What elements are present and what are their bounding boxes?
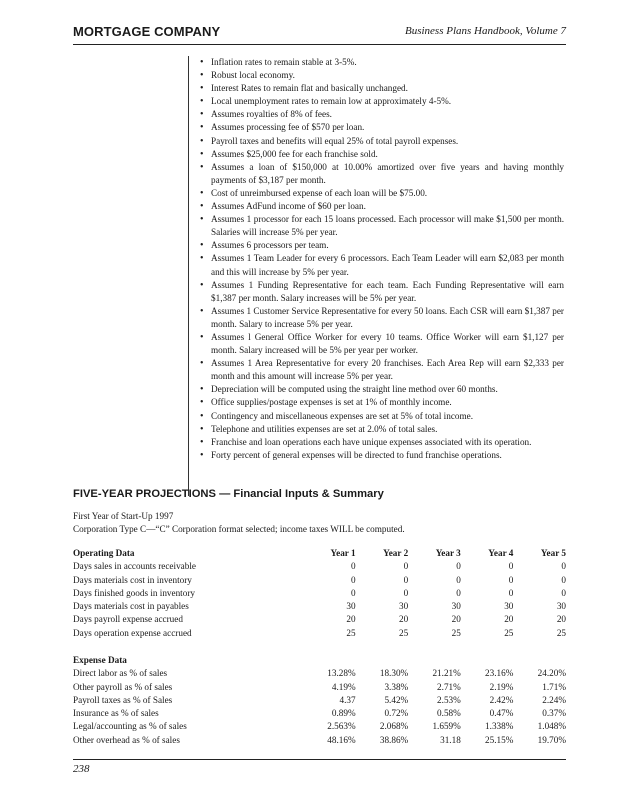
year-column-header: Year 2 bbox=[383, 548, 409, 558]
row-value: 0 bbox=[561, 561, 566, 572]
table-row bbox=[73, 667, 566, 680]
row-value: 0 bbox=[403, 574, 409, 585]
empty-cell bbox=[513, 654, 566, 667]
row-value: 30 bbox=[399, 601, 409, 612]
assumption-item: • Contingency and miscellaneous expenses are set at 5% of total income. bbox=[197, 410, 564, 423]
assumption-item: • Robust local economy. bbox=[197, 69, 564, 82]
row-value: 48.16% bbox=[327, 734, 356, 745]
operating-header-row bbox=[73, 547, 566, 560]
header-company-title: MORTGAGE COMPANY bbox=[73, 24, 221, 39]
row-value: 1.659% bbox=[432, 721, 461, 732]
assumptions-list bbox=[189, 56, 564, 462]
row-value: 30 bbox=[346, 601, 356, 612]
table-row bbox=[73, 694, 566, 707]
row-value: 5.42% bbox=[384, 694, 409, 705]
assumption-item: • Office supplies/postage expenses is set at 1% of monthly income. bbox=[197, 396, 564, 409]
section-title: FIVE-YEAR PROJECTIONS — Financial Inputs & Summary bbox=[73, 488, 384, 500]
row-label: Days payroll expense accrued bbox=[73, 614, 183, 625]
row-value: 4.19% bbox=[331, 681, 356, 692]
assumption-item: • Assumes 1 Team Leader for every 6 processors. Each Team Leader will earn $2,083 per month and this will increase by 5% per year. bbox=[197, 252, 564, 278]
year-column-header: Year 5 bbox=[540, 548, 566, 558]
row-label: Direct labor as % of sales bbox=[73, 668, 168, 679]
assumption-item: • Assumes 1 Funding Representative for each team. Each Funding Representative will earn $1,387 per month. Salary increases will be 5% per year. bbox=[197, 279, 564, 305]
row-label: Days finished goods in inventory bbox=[73, 587, 195, 598]
assumptions-block bbox=[188, 56, 564, 496]
expense-header-row bbox=[73, 654, 566, 667]
row-label: Other payroll as % of sales bbox=[73, 681, 173, 692]
assumption-item: • Assumes processing fee of $570 per loan. bbox=[197, 121, 564, 134]
table-row bbox=[73, 720, 566, 733]
row-value: 2.068% bbox=[379, 721, 409, 732]
row-value: 4.37 bbox=[339, 694, 356, 705]
year-column-header: Year 3 bbox=[435, 548, 461, 558]
row-value: 0.47% bbox=[489, 708, 514, 719]
row-value: 24.20% bbox=[537, 668, 566, 679]
row-value: 13.28% bbox=[327, 668, 356, 679]
row-value: 20 bbox=[346, 614, 356, 625]
assumption-item: • Assumes l General Office Worker for every 10 teams. Office Worker will earn $1,127 per month. Salary increased will be 5% per year per worker. bbox=[197, 331, 564, 357]
table-row bbox=[73, 587, 566, 600]
row-value: 0 bbox=[351, 574, 356, 585]
assumption-item: • Assumes a loan of $150,000 at 10.00% amortized over five years and having monthly payments of $3,187 per month. bbox=[197, 161, 564, 187]
assumption-item: • Telephone and utilities expenses are set at 2.0% of total sales. bbox=[197, 423, 564, 436]
row-value: 1.338% bbox=[485, 721, 514, 732]
row-value: 2.42% bbox=[489, 694, 514, 705]
row-value: 25 bbox=[504, 627, 514, 638]
row-value: 31.18 bbox=[440, 734, 461, 745]
row-value: 20 bbox=[556, 614, 566, 625]
table-row bbox=[73, 613, 566, 626]
row-value: 25 bbox=[346, 627, 356, 638]
row-value: 21.21% bbox=[432, 668, 461, 679]
row-label: Legal/accounting as % of sales bbox=[73, 721, 187, 732]
assumption-item: • Local unemployment rates to remain low at approximately 4-5%. bbox=[197, 95, 564, 108]
row-value: 2.53% bbox=[437, 694, 461, 705]
assumption-item: • Payroll taxes and benefits will equal 25% of total payroll expenses. bbox=[197, 135, 564, 148]
row-value: 23.16% bbox=[485, 668, 514, 679]
row-value: 2.19% bbox=[489, 681, 514, 692]
year-column-header: Year 1 bbox=[330, 548, 356, 558]
assumption-item: • Franchise and loan operations each have unique expenses associated with its operation. bbox=[197, 436, 564, 449]
empty-cell bbox=[408, 654, 461, 667]
row-value: 0 bbox=[508, 574, 514, 585]
row-value: 0 bbox=[456, 561, 461, 572]
row-value: 18.30% bbox=[379, 668, 409, 679]
expense-data-heading: Expense Data bbox=[73, 655, 127, 665]
assumption-item: • Assumes 1 processor for each 15 loans processed. Each processor will make $1,500 per month. Salaries will increase 5% per year. bbox=[197, 213, 564, 239]
assumption-item: • Forty percent of general expenses will be directed to fund franchise operations. bbox=[197, 449, 564, 462]
table-row bbox=[73, 560, 566, 573]
row-label: Days sales in accounts receivable bbox=[73, 561, 196, 572]
row-value: 19.70% bbox=[537, 734, 566, 745]
table-row bbox=[73, 574, 566, 587]
row-value: 30 bbox=[451, 601, 461, 612]
page-header bbox=[73, 22, 566, 45]
row-value: 0 bbox=[561, 574, 566, 585]
table-row bbox=[73, 627, 566, 640]
row-value: 0 bbox=[508, 561, 514, 572]
row-value: 0.72% bbox=[384, 708, 409, 719]
table-row bbox=[73, 600, 566, 613]
row-value: 30 bbox=[556, 601, 566, 612]
row-value: 30 bbox=[504, 601, 514, 612]
table-row bbox=[73, 681, 566, 694]
page-number: 238 bbox=[73, 763, 90, 775]
empty-cell bbox=[303, 654, 356, 667]
table-row bbox=[73, 734, 566, 747]
row-value: 0 bbox=[508, 587, 514, 598]
assumption-item: • Assumes $25,000 fee for each franchise sold. bbox=[197, 148, 564, 161]
assumption-item: • Depreciation will be computed using the straight line method over 60 months. bbox=[197, 383, 564, 396]
row-label: Days operation expense accrued bbox=[73, 627, 192, 638]
first-year-line: First Year of Start-Up 1997 bbox=[73, 511, 174, 521]
row-label: Payroll taxes as % of Sales bbox=[73, 694, 173, 705]
row-value: 25 bbox=[556, 627, 566, 638]
row-label: Days materials cost in inventory bbox=[73, 574, 192, 585]
row-value: 0 bbox=[456, 574, 461, 585]
corporation-type-line: Corporation Type C—“C” Corporation format selected; income taxes WILL be computed. bbox=[73, 524, 405, 534]
row-value: 0.37% bbox=[542, 708, 566, 719]
row-value: 25 bbox=[399, 627, 409, 638]
table-row bbox=[73, 707, 566, 720]
row-value: 0 bbox=[403, 587, 409, 598]
row-value: 0 bbox=[561, 587, 566, 598]
year-column-header: Year 4 bbox=[488, 548, 514, 558]
row-value: 3.38% bbox=[384, 681, 409, 692]
row-label: Days materials cost in payables bbox=[73, 601, 189, 612]
assumption-item: • Assumes 1 Area Representative for every 20 franchises. Each Area Rep will earn $2,333 per month and this amount will increase 5% per year. bbox=[197, 357, 564, 383]
row-value: 0 bbox=[403, 561, 409, 572]
assumption-item: • Assumes AdFund income of $60 per loan. bbox=[197, 200, 564, 213]
row-value: 2.563% bbox=[327, 721, 356, 732]
row-value: 1.71% bbox=[542, 681, 566, 692]
expense-data-table bbox=[73, 654, 566, 747]
row-value: 20 bbox=[504, 614, 514, 625]
operating-data-table bbox=[73, 547, 566, 640]
row-label: Other overhead as % of sales bbox=[73, 734, 180, 745]
assumption-item: • Inflation rates to remain stable at 3-5%. bbox=[197, 56, 564, 69]
row-value: 38.86% bbox=[379, 734, 409, 745]
assumption-item: • Assumes 1 Customer Service Representative for every 50 loans. Each CSR will earn $1,387 per month. Salary to increase 5% per year. bbox=[197, 305, 564, 331]
row-value: 25.15% bbox=[485, 734, 514, 745]
header-book-title: Business Plans Handbook, Volume 7 bbox=[404, 25, 566, 37]
row-value: 0.58% bbox=[437, 708, 461, 719]
assumption-item: • Interest Rates to remain flat and basically unchanged. bbox=[197, 82, 564, 95]
operating-data-heading: Operating Data bbox=[73, 548, 135, 558]
row-value: 25 bbox=[451, 627, 461, 638]
row-value: 1.048% bbox=[537, 721, 566, 732]
row-value: 20 bbox=[399, 614, 409, 625]
empty-cell bbox=[356, 654, 409, 667]
empty-cell bbox=[461, 654, 514, 667]
assumption-item: • Assumes royalties of 8% of fees. bbox=[197, 108, 564, 121]
row-value: 20 bbox=[451, 614, 461, 625]
row-value: 0.89% bbox=[331, 708, 356, 719]
row-label: Insurance as % of sales bbox=[73, 708, 159, 719]
row-value: 0 bbox=[351, 587, 356, 598]
page-footer bbox=[73, 759, 566, 775]
row-value: 0 bbox=[351, 561, 356, 572]
assumption-item: • Assumes 6 processors per team. bbox=[197, 239, 564, 252]
row-value: 2.71% bbox=[437, 681, 461, 692]
row-value: 2.24% bbox=[542, 694, 566, 705]
assumption-item: • Cost of unreimbursed expense of each loan will be $75.00. bbox=[197, 187, 564, 200]
row-value: 0 bbox=[456, 587, 461, 598]
